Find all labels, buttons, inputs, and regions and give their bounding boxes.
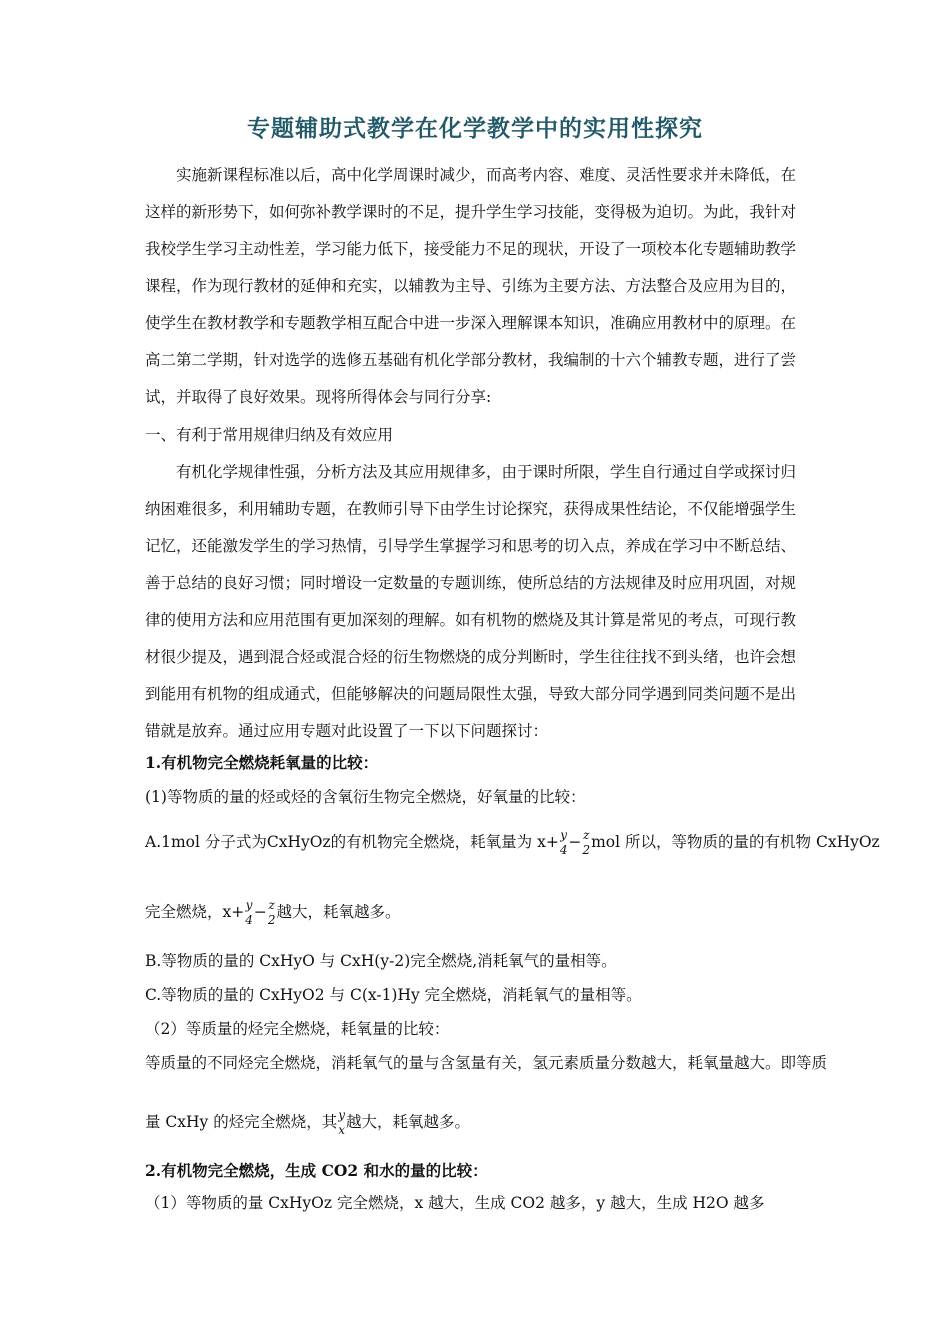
- body-paragraph-2: 有机化学规律性强，分析方法及其应用规律多，由于课时所限，学生自行通过自学或探讨归纳困难很多，利用辅助专题，在教师引导下由学生讨论探究，获得成果性结论，不仅能增强学生记忆，还能激发学生的学习热情，引导学生掌握学习和思考的切入点，养成在学习中不断总结、善于总结的良好习惯；同时增设一定数量的专题训练，使所总结的方法规律及时应用巩固，对规律的使用方法和应用范围有更加深刻的理解。如有机物的燃烧及其计算是常见的考点，可现行教材很少提及，遇到混合烃或混合烃的衍生物燃烧的成分判断时，学生往往找不到头绪，也许会想到能用有机物的组成通式，但能够解决的问题局限性太强，导致大部分同学遇到同类问题不是出错就是放弃。通过应用专题对此设置了一下以下问题探讨：: [145, 463, 797, 740]
- fraction-y-over-4: [245, 898, 253, 928]
- item-a-formula-2: CxHyOz: [815, 833, 880, 851]
- item-b-line: B.等物质的量的 CxHyO 与 CxH(y-2)完全燃烧,消耗氧气的量相等。: [145, 952, 617, 970]
- item-a2-pre: 完全燃烧，x+: [145, 903, 245, 921]
- minus-sign: −: [253, 903, 267, 921]
- equal-mass-text: 等质量的不同烃完全燃烧，消耗氧气的量与含氢量有关，氢元素质量分数越大，耗氧量越大。即等质: [145, 1054, 828, 1072]
- heading-co2-water: 2.有机物完全燃烧，生成 CO2 和水的量的比较：: [145, 1161, 488, 1180]
- intro-paragraph: 实施新课程标准以后，高中化学周课时减少，而高考内容、难度、灵活性要求并未降低，在这样的新形势下，如何弥补教学课时的不足，提升学生学习技能，变得极为迫切。为此，我针对我校学生学习主动性差，学习能力低下，接受能力不足的现状，开设了一项校本化专题辅助教学课程，作为现行教材的延伸和充实，以辅教为主导、引练为主要方法、方法整合及应用为目的，使学生在教材教学和专题教学相互配合中进一步深入理解课本知识，准确应用教材中的原理。在高二第二学期，针对选学的选修五基础有机化学部分教材，我编制的十六个辅教专题，进行了尝试，并取得了良好效果。现将所得体会与同行分享:: [145, 166, 797, 406]
- fraction-denominator: 2: [267, 913, 276, 927]
- fraction-y-over-4: [560, 828, 568, 858]
- item-a-line: [145, 828, 880, 858]
- line2b-post: 越大，耗氧越多。: [346, 1113, 471, 1131]
- subheading-equal-mass: （2）等质量的烃完全燃烧，耗氧量的比较：: [145, 1020, 450, 1038]
- fraction-numerator: y: [338, 1108, 346, 1122]
- section-heading-1: 一、有利于常用规律归纳及有效应用: [145, 426, 394, 444]
- minus-sign: −: [568, 833, 582, 851]
- item-a2-post: 越大，耗氧越多。: [276, 903, 401, 921]
- fraction-numerator: y: [560, 828, 568, 842]
- fraction-numerator: z: [583, 828, 590, 842]
- fraction-z-over-2: [268, 898, 276, 928]
- fraction-y-over-x: [338, 1108, 345, 1138]
- fraction-denominator: 2: [582, 843, 591, 857]
- fraction-denominator: x: [338, 1123, 346, 1137]
- fraction-numerator: z: [268, 898, 275, 912]
- fraction-numerator: y: [245, 898, 253, 912]
- fraction-denominator: 4: [559, 843, 568, 857]
- fraction-z-over-2: [582, 828, 590, 858]
- page-title: 专题辅助式教学在化学教学中的实用性探究: [247, 115, 703, 142]
- fraction-denominator: 4: [245, 913, 253, 927]
- heading-oxygen-consumption: 1.有机物完全燃烧耗氧量的比较：: [145, 753, 379, 772]
- line2b-pre: 量 CxHy 的烃完全燃烧，其: [145, 1113, 338, 1131]
- equal-mass-continuation: [145, 1108, 470, 1138]
- item-a-post: mol 所以，等物质的量的有机物: [591, 833, 812, 851]
- item-a-continuation: [145, 898, 401, 928]
- item-a-mid: 的有机物完全燃烧，耗氧量为 x+: [330, 833, 559, 851]
- subheading-co2-water-moles: （1）等物质的量 CxHyOz 完全燃烧，x 越大，生成 CO2 越多，y 越大，生成 H2O 越多: [145, 1194, 765, 1212]
- subheading-equal-moles: (1)等物质的量的烃或烃的含氧衍生物完全燃烧，好氧量的比较：: [145, 788, 586, 806]
- item-a-formula-1: CxHyOz: [266, 833, 331, 851]
- item-a-pre: A.1mol 分子式为: [145, 833, 267, 851]
- item-c-line: C.等物质的量的 CxHyO2 与 C(x-1)Hy 完全燃烧，消耗氧气的量相等。: [145, 986, 642, 1004]
